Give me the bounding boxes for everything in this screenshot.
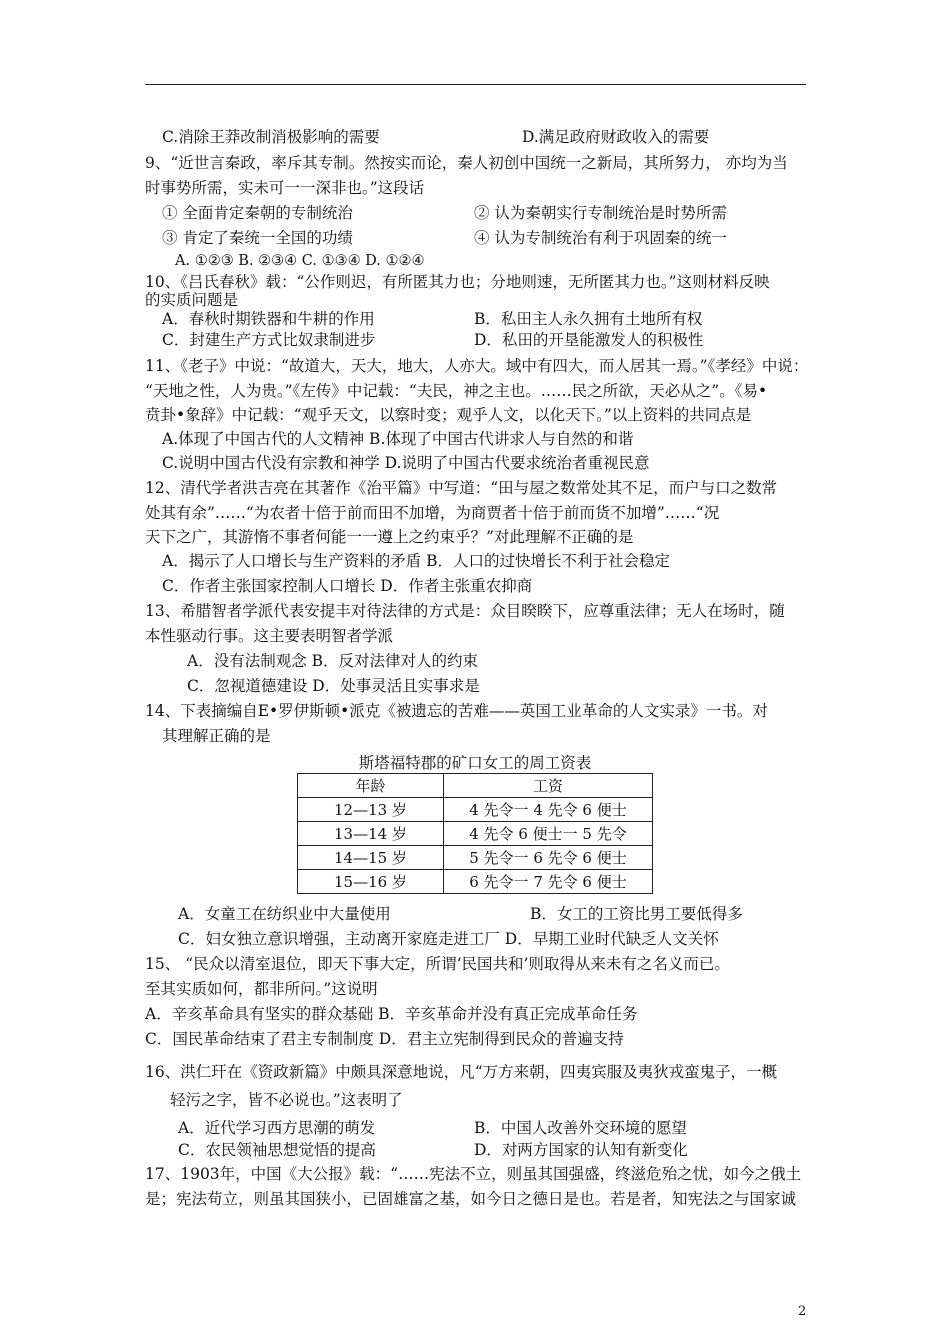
table-cell: 14—15 岁	[298, 846, 444, 870]
question-12: 12、清代学者洪吉亮在其著作《治平篇》中写道：“田与屋之数常处其不足，而户与口之数常	[145, 479, 778, 497]
table-row	[298, 822, 653, 846]
table-header-wage: 工资	[444, 774, 653, 798]
question-text: 至其实质如何，都非所问。”这说明	[145, 980, 378, 998]
page-number: 2	[798, 1304, 807, 1319]
question-text: 贲卦•象辞》中记载：“观乎天文，以察时变；观乎人文，以化天下。”以上资料的共同点是	[145, 406, 752, 424]
question-11: 11、《老子》中说：“故道大，天大，地大，人亦大。域中有四大，而人居其一焉。”《孝经》中说：	[145, 357, 809, 375]
question-text: 处其有余”……“为农者十倍于前而田不加增，为商贾者十倍于前而货不加增”……“况	[145, 504, 720, 522]
option-line: C．国民革命结束了君主专制制度 D．君主立宪制得到民众的普遍支持	[145, 1030, 624, 1048]
option-line: C．妇女独立意识增强，主动离开家庭走进工厂 D．早期工业时代缺乏人文关怀	[178, 930, 719, 948]
option-line: A．春秋时期铁器和牛耕的作用	[162, 310, 375, 328]
question-9: 9、“近世言秦政，率斥其专制。然按实而论，秦人初创中国统一之新局，其所努力， 亦均为当	[145, 154, 788, 172]
question-text: 其理解正确的是	[162, 727, 271, 745]
question-10: 10、《吕氏春秋》载：“公作则迟，有所匿其力也；分地则速，无所匿其力也。”这则材料反映	[145, 273, 770, 291]
header-rule	[145, 84, 806, 85]
table-cell: 15—16 岁	[298, 870, 444, 894]
option-line: A．女童工在纺织业中大量使用	[178, 905, 391, 923]
option-line: ④ 认为专制统治有利于巩固秦的统一	[474, 229, 727, 247]
question-17: 17、1903年，中国《大公报》载：“……宪法不立，则虽其国强盛，终滋危殆之忧，如今之俄土	[145, 1165, 802, 1183]
option-line: A．没有法制观念 B．反对法律对人的约束	[187, 652, 479, 670]
option-line: A．近代学习西方思潮的萌发	[178, 1119, 376, 1137]
option-line: A．辛亥革命具有坚实的群众基础 B．辛亥革命并没有真正完成革命任务	[145, 1005, 638, 1023]
option-line: A. ①②③ B. ②③④ C. ①③④ D. ①②④	[175, 253, 425, 269]
option-line: A．揭示了人口增长与生产资料的矛盾 B．人口的过快增长不利于社会稳定	[162, 552, 671, 570]
table-header-age: 年龄	[298, 774, 444, 798]
question-text: 本性驱动行事。这主要表明智者学派	[145, 627, 394, 645]
option-line: ③ 肯定了秦统一全国的功绩	[162, 229, 353, 247]
option-line: D．对两方国家的认知有新变化	[474, 1141, 688, 1159]
option-line: C．农民领袖思想觉悟的提高	[178, 1141, 376, 1159]
option-line: A.体现了中国古代的人文精神 B.体现了中国古代讲求人与自然的和谐	[162, 430, 634, 448]
table-cell: 4 先令 6 便士一 5 先令	[444, 822, 653, 846]
question-text: 时事势所需，实未可一一深非也。”这段话	[145, 179, 425, 197]
option-line: B．私田主人永久拥有土地所有权	[474, 310, 703, 328]
option-line: C．忽视道德建设 D．处事灵活且实事求是	[187, 677, 480, 695]
question-text: 是；宪法苟立，则虽其国狭小，已固雄富之基，如今日之德日是也。若是者，知宪法之与国家诚	[145, 1190, 797, 1208]
option-line: C．作者主张国家控制人口增长 D．作者主张重农抑商	[162, 577, 533, 595]
question-text: 轻污之字，皆不必说也。”这表明了	[170, 1091, 403, 1109]
option-line: B．中国人改善外交环境的愿望	[474, 1119, 687, 1137]
question-15: 15、 “民众以清室退位，即天下事大定，所谓‘民国共和’则取得从来未有之名义而已。	[145, 955, 730, 973]
table-header-row	[298, 774, 653, 798]
option-line: D．私田的开垦能激发人的积极性	[474, 331, 704, 349]
table-row	[298, 798, 653, 822]
table-row	[298, 870, 653, 894]
option-line: ② 认为秦朝实行专制统治是时势所需	[474, 204, 727, 222]
table-cell: 6 先令一 7 先令 6 便士	[444, 870, 653, 894]
option-line: D.满足政府财政收入的需要	[522, 128, 710, 146]
option-line: C．封建生产方式比奴隶制进步	[162, 331, 376, 349]
table-cell: 13—14 岁	[298, 822, 444, 846]
table-cell: 12—13 岁	[298, 798, 444, 822]
table-cell: 5 先令一 6 先令 6 便士	[444, 846, 653, 870]
table-title: 斯塔福特郡的矿口女工的周工资表	[358, 754, 592, 772]
question-text: “天地之性，人为贵。”《左传》中记载：“夫民，神之主也。……民之所欲，天必从之”。《易•	[145, 382, 768, 400]
question-text: 天下之广，其游惰不事者何能一一遵上之约束乎？”对此理解不正确的是	[145, 528, 634, 546]
question-13: 13、希腊智者学派代表安提丰对待法律的方式是：众目睽睽下，应尊重法律；无人在场时，随	[145, 602, 785, 620]
table-cell: 4 先令一 4 先令 6 便士	[444, 798, 653, 822]
wage-table	[297, 773, 653, 894]
option-line: B．女工的工资比男工要低得多	[530, 905, 743, 923]
option-line: C.消除王莽改制消极影响的需要	[162, 128, 380, 146]
option-line: C.说明中国古代没有宗教和神学 D.说明了中国古代要求统治者重视民意	[162, 454, 650, 472]
table-row	[298, 846, 653, 870]
question-14: 14、下表摘编自E•罗伊斯顿•派克《被遗忘的苦难——英国工业革命的人文实录》一书。对	[145, 702, 768, 720]
question-16: 16、洪仁玕在《资政新篇》中颇具深意地说，凡“万方来朝，四夷宾服及夷狄戎蛮鬼子，一概	[145, 1063, 778, 1081]
question-text: 的实质问题是	[145, 291, 239, 309]
option-line: ① 全面肯定秦朝的专制统治	[162, 204, 353, 222]
